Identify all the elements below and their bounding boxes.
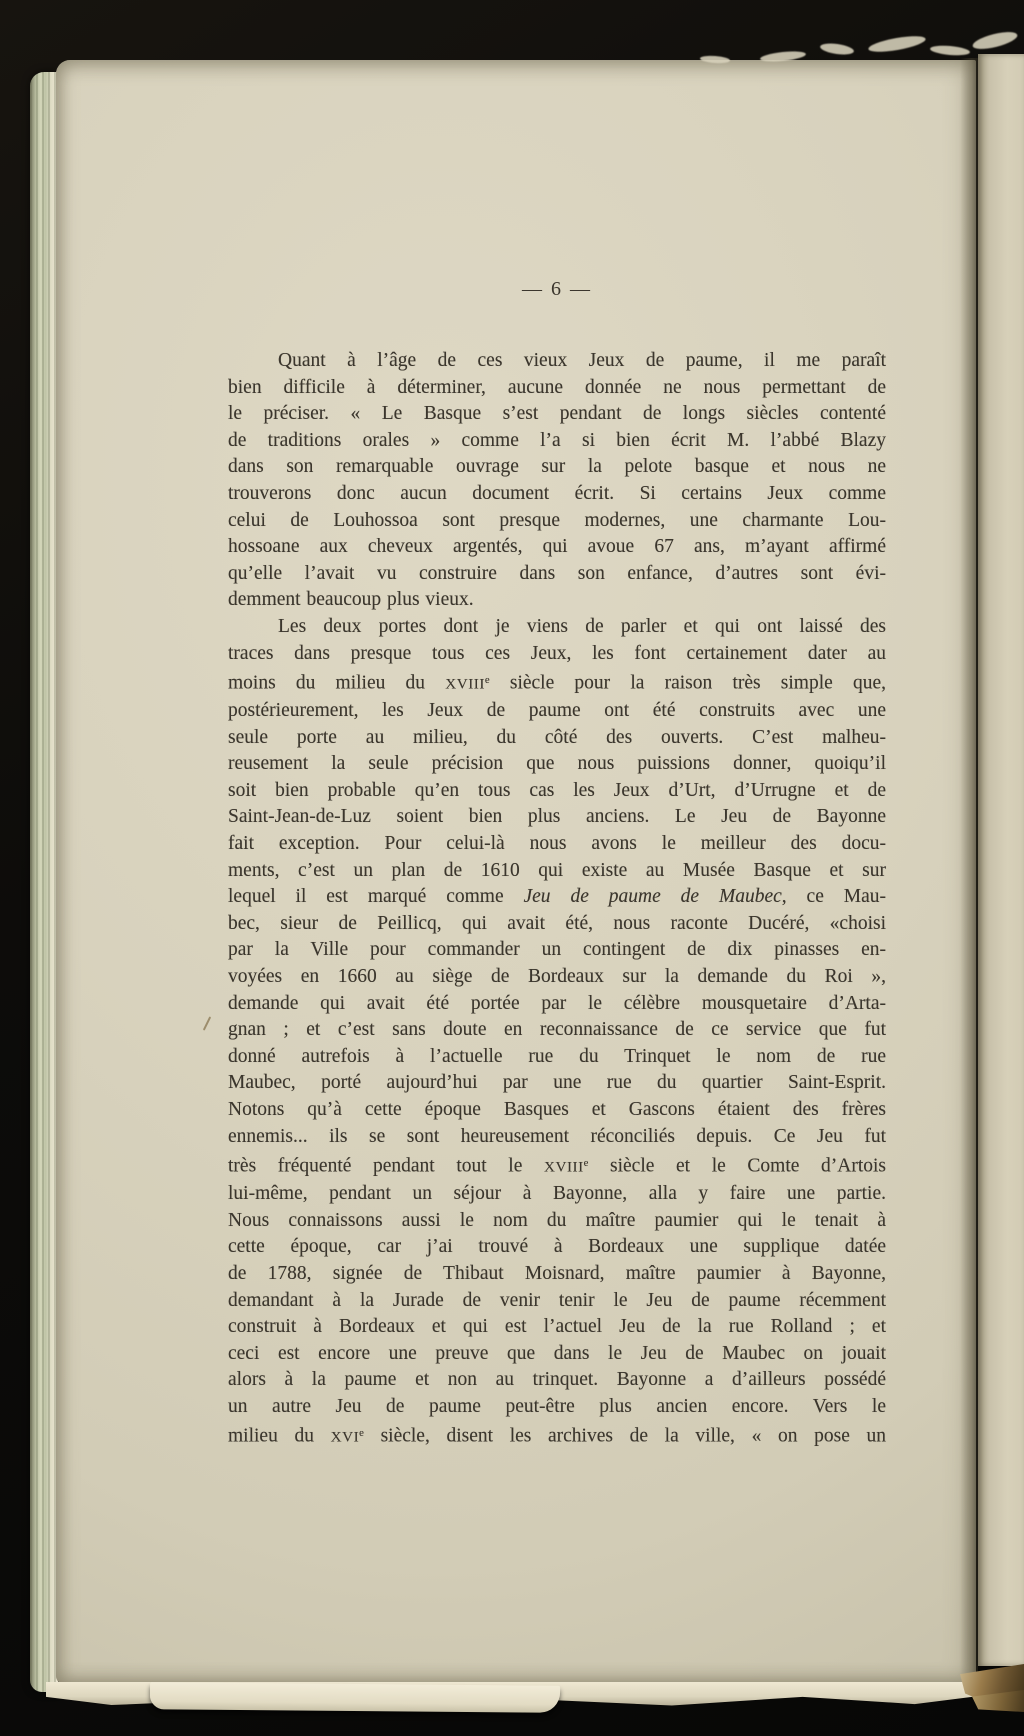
text-segment: XVIII [445, 675, 485, 693]
text-line [228, 1150, 886, 1181]
text-line [228, 1234, 886, 1261]
text-segment: Les deux portes dont je viens de parler et qui ont laissé des [278, 615, 886, 637]
text-segment: Notons qu’à cette époque Basques et Gascons étaient des frères [228, 1098, 886, 1120]
text-line [228, 508, 886, 535]
text-segment: demandant à la Jurade de venir tenir le Jeu de paume récemment [228, 1289, 886, 1311]
text-line [228, 587, 886, 614]
text-segment: hossoane aux cheveux argentés, qui avoue 67 ans, m’ayant affirmé [228, 536, 886, 558]
italic-text: Jeu de paume de Maubec [523, 886, 782, 908]
text-line [228, 667, 886, 698]
text-segment: , ce Mau- [781, 886, 886, 908]
text-segment: qu’elle l’avait vu construire dans son enfance, d’autres sont évi- [228, 562, 886, 584]
text-segment: XVI [330, 1428, 360, 1446]
text-segment: gnan ; et c’est sans doute en reconnaissance de ce service que fut [228, 1019, 886, 1041]
text-line [228, 641, 886, 668]
text-segment: bec, sieur de Peillicq, qui avait été, nous raconte Ducéré, «choisi [228, 912, 886, 934]
text-line [228, 1208, 886, 1235]
text-line [228, 1017, 886, 1044]
text-line [228, 1367, 886, 1394]
text-line [228, 964, 886, 991]
paragraph [228, 348, 886, 614]
text-segment: ments, c’est un plan de 1610 qui existe au Musée Basque et sur [228, 859, 886, 881]
text-line [228, 1181, 886, 1208]
text-line [228, 991, 886, 1018]
text-line [228, 1420, 886, 1451]
text-line [228, 911, 886, 938]
text-segment: e [359, 1427, 364, 1440]
text-line [228, 1261, 886, 1288]
text-segment: demment beaucoup plus vieux. [228, 589, 474, 611]
facing-page-edge [978, 54, 1024, 1666]
text-segment: celui de Louhossoa sont presque modernes, une charmante Lou- [228, 509, 886, 531]
text-segment: Quant à l’âge de ces vieux Jeux de paume, il me paraît [278, 350, 886, 371]
text-segment: seule porte au milieu, du côté des ouverts. C’est malheu- [228, 726, 886, 748]
text-segment: Saint-Jean-de-Luz soient bien plus anciens. Le Jeu de Bayonne [228, 806, 886, 828]
text-line [228, 1070, 886, 1097]
text-line [228, 561, 886, 588]
text-segment: le préciser. « Le Basque s’est pendant de longs siècles contenté [228, 403, 886, 425]
paper-fiber [930, 44, 971, 56]
text-segment: reusement la seule précision que nous puissions donner, quoiqu’il [228, 753, 886, 775]
text-line [228, 804, 886, 831]
text-line [228, 1394, 886, 1421]
text-segment: très fréquenté pendant tout le [228, 1155, 544, 1177]
text-segment: cette époque, car j’ai trouvé à Bordeaux une supplique datée [228, 1236, 886, 1258]
text-segment: dans son remarquable ouvrage sur la pelote basque et nous ne [228, 456, 886, 478]
text-segment: siècle et le Comte d’Artois [588, 1155, 886, 1177]
text-line [228, 858, 886, 885]
text-segment: lui-même, pendant un séjour à Bayonne, alla y faire une partie. [228, 1183, 886, 1205]
text-segment: Nous connaissons aussi le nom du maître paumier qui le tenait à [228, 1209, 886, 1231]
text-line [228, 725, 886, 752]
book-leaf-edges-left [30, 72, 58, 1692]
text-line [228, 375, 886, 402]
text-segment: construit à Bordeaux et qui est l’actuel Jeu de la rue Rolland ; et [228, 1316, 886, 1338]
text-segment: siècle, disent les archives de la ville, « on pose un [363, 1425, 886, 1447]
paper-fiber [971, 29, 1019, 53]
text-segment: lequel il est marqué comme [228, 886, 524, 908]
text-segment: postérieurement, les Jeux de paume ont été construits avec une [228, 700, 886, 722]
text-line [228, 1341, 886, 1368]
text-line [228, 348, 886, 375]
paper-fiber [819, 42, 854, 57]
paper-fiber [867, 33, 926, 55]
text-segment: moins du milieu du [228, 672, 446, 694]
text-segment: ennemis... ils se sont heureusement réconciliés depuis. Ce Jeu fut [228, 1125, 886, 1147]
text-segment: alors à la paume et non au trinquet. Bayonne a d’ailleurs possédé [228, 1369, 886, 1391]
under-leaf-curl [150, 1682, 560, 1713]
text-line [228, 428, 886, 455]
text-line [228, 454, 886, 481]
text-line [228, 1288, 886, 1315]
text-segment: bien difficile à déterminer, aucune donnée ne nous permettant de [228, 376, 886, 398]
text-line [228, 884, 886, 911]
text-line [228, 1097, 886, 1124]
text-segment: e [583, 1157, 589, 1170]
text-segment: par la Ville pour commander un contingent de dix pinasses en- [228, 939, 886, 961]
book-page [56, 60, 976, 1684]
text-segment: donné autrefois à l’actuelle rue du Trinquet le nom de rue [228, 1045, 886, 1067]
text-segment: e [484, 674, 490, 687]
text-segment: trouverons donc aucun document écrit. Si certains Jeux comme [228, 482, 886, 504]
text-segment: milieu du [228, 1425, 331, 1447]
text-segment: demande qui avait été portée par le célèbre mousquetaire d’Arta- [228, 992, 886, 1014]
text-line [228, 937, 886, 964]
page-gutter-crease [960, 58, 978, 1674]
text-line [228, 1124, 886, 1151]
text-segment: XVIII [543, 1158, 584, 1176]
text-block [228, 348, 886, 1451]
text-line [228, 614, 886, 641]
text-segment: voyées en 1660 au siège de Bordeaux sur la demande du Roi », [228, 966, 886, 988]
text-segment: ceci est encore une preuve que dans le Jeu de Maubec on jouait [228, 1342, 886, 1364]
text-line [228, 751, 886, 778]
text-segment: de 1788, signée de Thibaut Moisnard, maître paumier à Bayonne, [228, 1262, 886, 1284]
text-line [228, 698, 886, 725]
text-segment: traces dans presque tous ces Jeux, les font certainement dater au [228, 642, 886, 664]
text-line [228, 534, 886, 561]
page-number: — 6 — [522, 278, 592, 300]
text-line [228, 481, 886, 508]
text-line [228, 831, 886, 858]
paragraph [228, 614, 886, 1451]
text-segment: un autre Jeu de paume peut-être plus ancien encore. Vers le [228, 1395, 886, 1417]
text-segment: fait exception. Pour celui-là nous avons le meilleur des docu- [228, 833, 886, 855]
text-segment: Maubec, porté aujourd’hui par une rue du quartier Saint-Esprit. [228, 1072, 886, 1094]
text-line [228, 1314, 886, 1341]
text-line [228, 401, 886, 428]
text-segment: siècle pour la raison très simple que, [489, 672, 887, 694]
text-segment: soit bien probable qu’en tous cas les Jeux d’Urt, d’Urrugne et de [228, 779, 886, 801]
text-line [228, 778, 886, 805]
text-segment: de traditions orales » comme l’a si bien écrit M. l’abbé Blazy [228, 429, 886, 451]
text-line [228, 1044, 886, 1071]
